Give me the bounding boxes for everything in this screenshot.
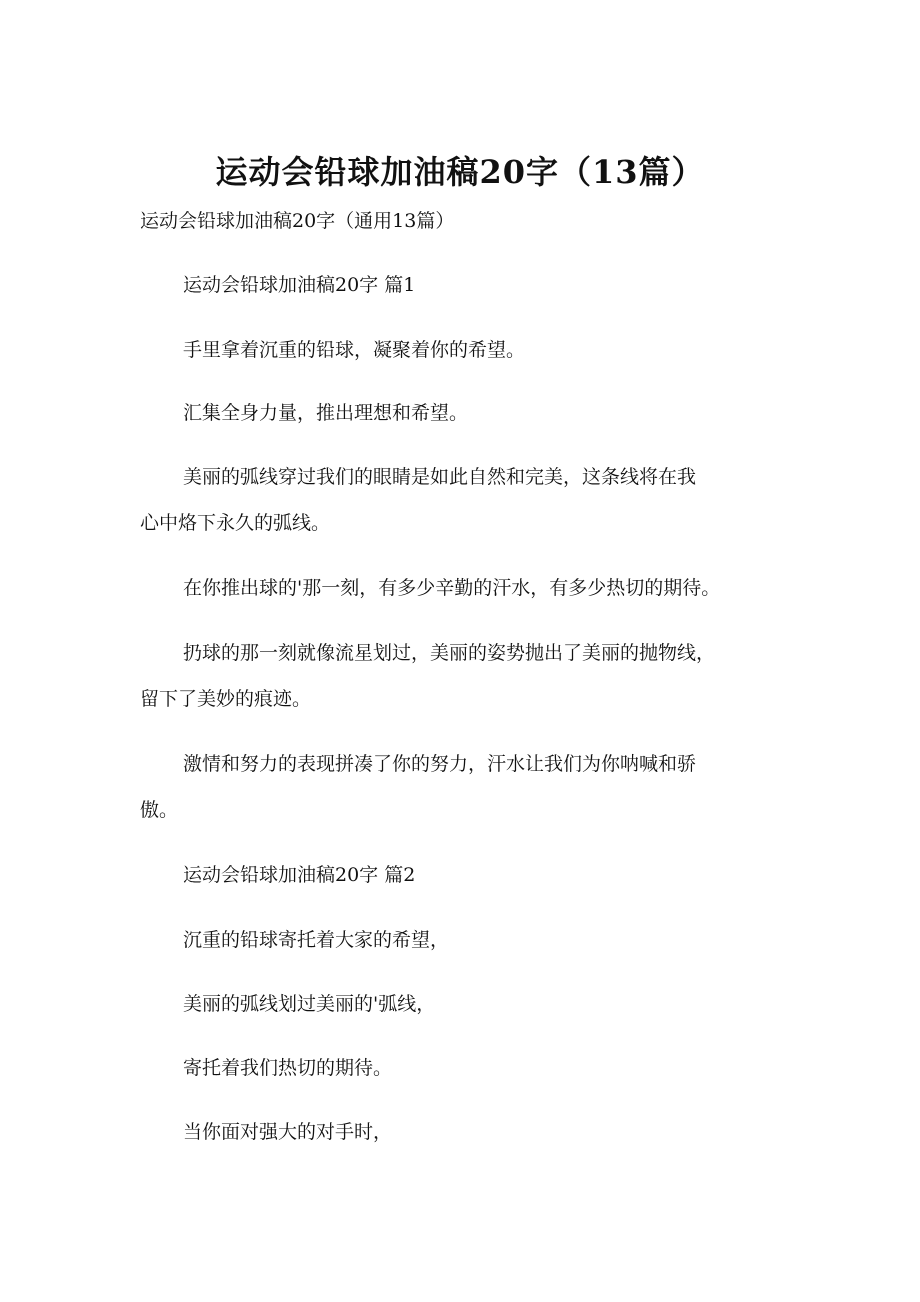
paragraph-line: 扔球的那一刻就像流星划过，美丽的姿势抛出了美丽的抛物线，: [183, 642, 716, 664]
section-heading: 运动会铅球加油稿20字 篇2: [183, 864, 416, 886]
paragraph-line: 手里拿着沉重的铅球，凝聚着你的希望。: [183, 339, 526, 361]
paragraph-line: 心中烙下永久的弧线。: [140, 512, 331, 534]
paragraph-line: 留下了美妙的痕迹。: [140, 688, 312, 710]
paragraph-line: 傲。: [140, 799, 179, 821]
paragraph-line: 沉重的铅球寄托着大家的希望，: [183, 929, 450, 951]
document-subtitle: 运动会铅球加油稿20字（通用13篇）: [140, 210, 455, 232]
paragraph-line: 寄托着我们热切的期待。: [183, 1057, 393, 1079]
paragraph-line: 美丽的弧线划过美丽的'弧线，: [183, 993, 436, 1015]
paragraph-line: 当你面对强大的对手时，: [183, 1121, 393, 1143]
paragraph-line: 汇集全身力量，推出理想和希望。: [183, 402, 469, 424]
paragraph-line: 美丽的弧线穿过我们的眼睛是如此自然和完美，这条线将在我: [183, 466, 697, 488]
document-title: 运动会铅球加油稿20字（13篇）: [215, 153, 705, 191]
paragraph-line: 激情和努力的表现拼凑了你的努力，汗水让我们为你呐喊和骄: [183, 753, 697, 775]
section-heading: 运动会铅球加油稿20字 篇1: [183, 274, 416, 296]
paragraph-line: 在你推出球的'那一刻，有多少辛勤的汗水，有多少热切的期待。: [183, 577, 721, 599]
